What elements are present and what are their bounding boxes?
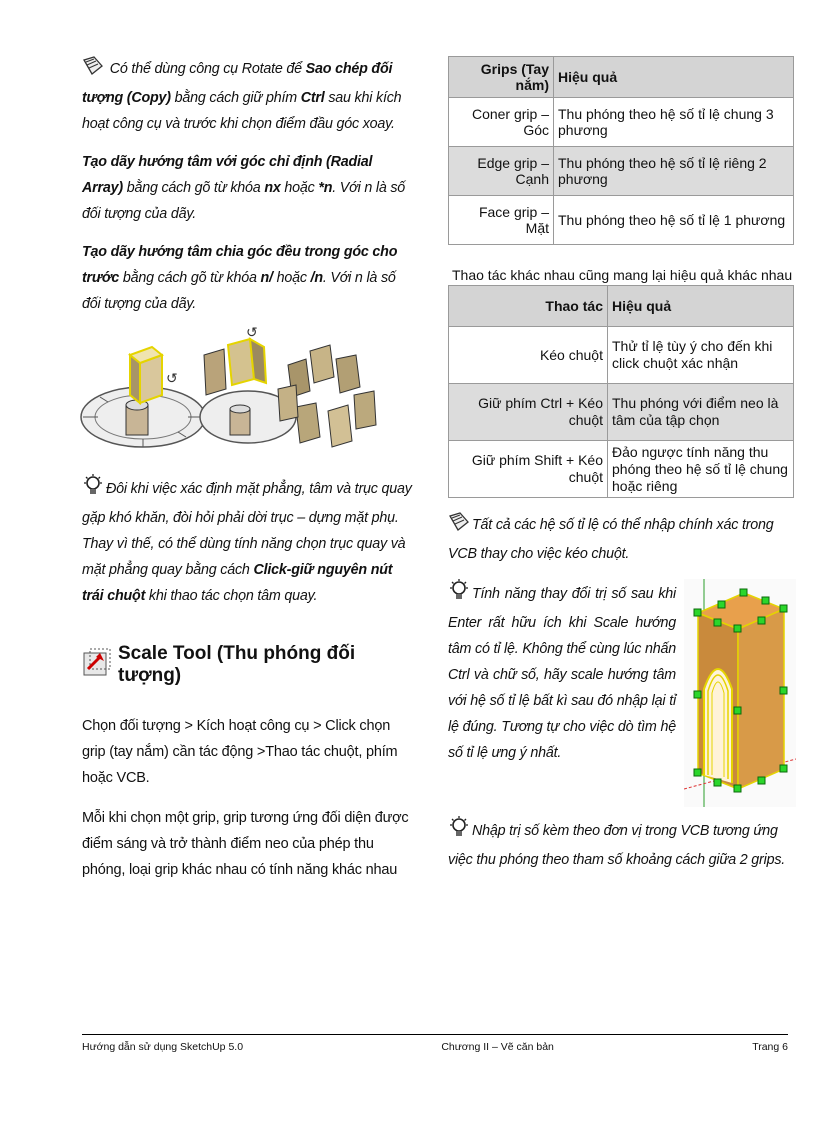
tip-vcb-units [448,816,796,873]
radial-divide-paragraph [82,239,412,317]
table-cell: Kéo chuột [449,327,608,384]
text: khi thao tác chọn tâm quay. [145,588,318,604]
tip-with-figure [448,579,796,766]
lightbulb-icon [448,816,470,847]
scaled-arch-illustration [684,579,796,812]
footer-book-title: Hướng dẫn sử dụng SketchUp 5.0 [82,1041,244,1053]
text: Tính năng thay đổi trị số sau khi Enter rất hữu ích khi Scale hướng tâm có tỉ lệ. Không thể cùng lúc nhấn Ctrl và chữ số, hãy scale hướng tâm với hệ số tỉ lệ bất kì sau đó nhập lại tỉ lệ đúng. Tương tự cho việc dò tìm hệ số tỉ lệ ưng ý nhất. [448,586,676,761]
right-column [448,56,796,885]
scale-steps-paragraph: Chọn đối tượng > Kích hoạt công cụ > Click chọn grip (tay nắm) cần tác động >Thao tác chuột, phím hoặc VCB. [82,718,398,786]
table-cell: Face grip – Mặt [449,196,554,245]
table-row [449,98,794,147]
text: bằng cách gõ từ khóa [119,270,261,286]
note-vcb-scale [448,512,796,567]
table-row [449,384,794,441]
table-header-cell: Thao tác [449,286,608,327]
table-cell: Thu phóng theo hệ số tỉ lệ chung 3 phương [554,98,794,147]
bold-text: Tạo dãy hướng tâm chia góc đều trong góc cho trước [82,244,398,286]
table-cell: Edge grip – Cạnh [449,147,554,196]
bold-text: Sao chép đối tượng (Copy) [82,61,393,106]
bold-text: *n [318,180,333,196]
table-cell: Giữ phím Ctrl + Kéo chuột [449,384,608,441]
table-row [449,327,794,384]
grips-table [448,56,794,245]
text: Có thể dùng công cụ Rotate để [106,61,306,77]
table-caption: Thao tác khác nhau cũng mang lại hiệu quả khác nhau [452,267,793,283]
table-cell: Giữ phím Shift + Kéo chuột [449,441,608,498]
table-row [449,147,794,196]
table-row [449,441,794,498]
tip-rotation-axis [82,474,412,609]
table-header-cell: Hiệu quả [554,57,794,98]
text: bằng cách gõ từ khóa [122,180,265,196]
radial-array-paragraph [82,149,412,227]
text: hoặc [280,180,319,196]
svg-text:↺: ↺ [246,325,258,340]
footer-page-number: Trang 6 [752,1041,788,1053]
table-row [449,196,794,245]
text: sau khi kích hoạt công cụ và trước khi chọn điểm đầu góc xoay. [82,90,402,132]
bold-text: nx [264,180,281,196]
table-cell: Thu phóng theo hệ số tỉ lệ riêng 2 phương [554,147,794,196]
bold-text: Ctrl [300,90,325,106]
note-icon [82,56,104,85]
text: hoặc [272,270,311,286]
text: Đôi khi việc xác định mặt phẳng, tâm và trục quay gặp khó khăn, đòi hỏi phải dời trục – dựng mặt phụ. Thay vì thế, có thể dùng tính năng chọn trục quay và mặt phẳng quay bằng cách [82,481,412,578]
bold-text: /n [310,270,323,286]
bold-text: Tạo dãy hướng tâm với góc chỉ định (Radial Array) [82,154,373,196]
table-cell: Coner grip – Góc [449,98,554,147]
table-cell: Đảo ngược tính năng thu phóng theo hệ số tỉ lệ chung hoặc riêng [608,441,794,498]
text: . Với n là số đối tượng của dãy. [82,180,406,222]
lightbulb-icon [448,579,470,610]
section-title: Scale Tool (Thu phóng đối tượng) [118,643,356,686]
note-icon [448,512,470,541]
table-header-row [449,286,794,327]
text: Nhập trị số kèm theo đơn vị trong VCB tương ứng việc thu phóng theo tham số khoảng cách giữa 2 grips. [448,823,786,868]
table-cell: Thu phóng theo hệ số tỉ lệ 1 phương [554,196,794,245]
svg-text:↺: ↺ [166,370,178,386]
text: Tất cả các hệ số tỉ lệ có thể nhập chính xác trong VCB thay cho việc kéo chuột. [448,517,774,562]
footer-chapter: Chương II – Vẽ căn bản [441,1041,554,1053]
note-copy-with-rotate [82,56,412,137]
table-header-row [449,57,794,98]
left-column [82,56,412,897]
bold-text: n/ [260,270,273,286]
table-header-cell: Hiệu quả [608,286,794,327]
table-header-cell: Grips (Tay nắm) [449,57,554,98]
section-heading-scale-tool [82,643,412,687]
operations-table [448,285,794,498]
text: . Với n là số đối tượng của dãy. [82,270,396,312]
bold-text: Click-giữ nguyên nút trái chuột [82,562,393,604]
table-cell: Thử tỉ lệ tùy ý cho đến khi click chuột xác nhận [608,327,794,384]
grip-anchor-paragraph: Mỗi khi chọn một grip, grip tương ứng đối diện được điểm sáng và trở thành điểm neo của phép thu phóng, loại grip khác nhau có tính năng khác nhau [82,810,409,878]
table-cell: Thu phóng với điểm neo là tâm của tập chọn [608,384,794,441]
scale-tool-icon [82,647,112,683]
page-footer [82,1034,788,1053]
text: bằng cách giữ phím [170,90,301,106]
lightbulb-icon [82,474,104,505]
radial-array-illustration [78,325,412,468]
